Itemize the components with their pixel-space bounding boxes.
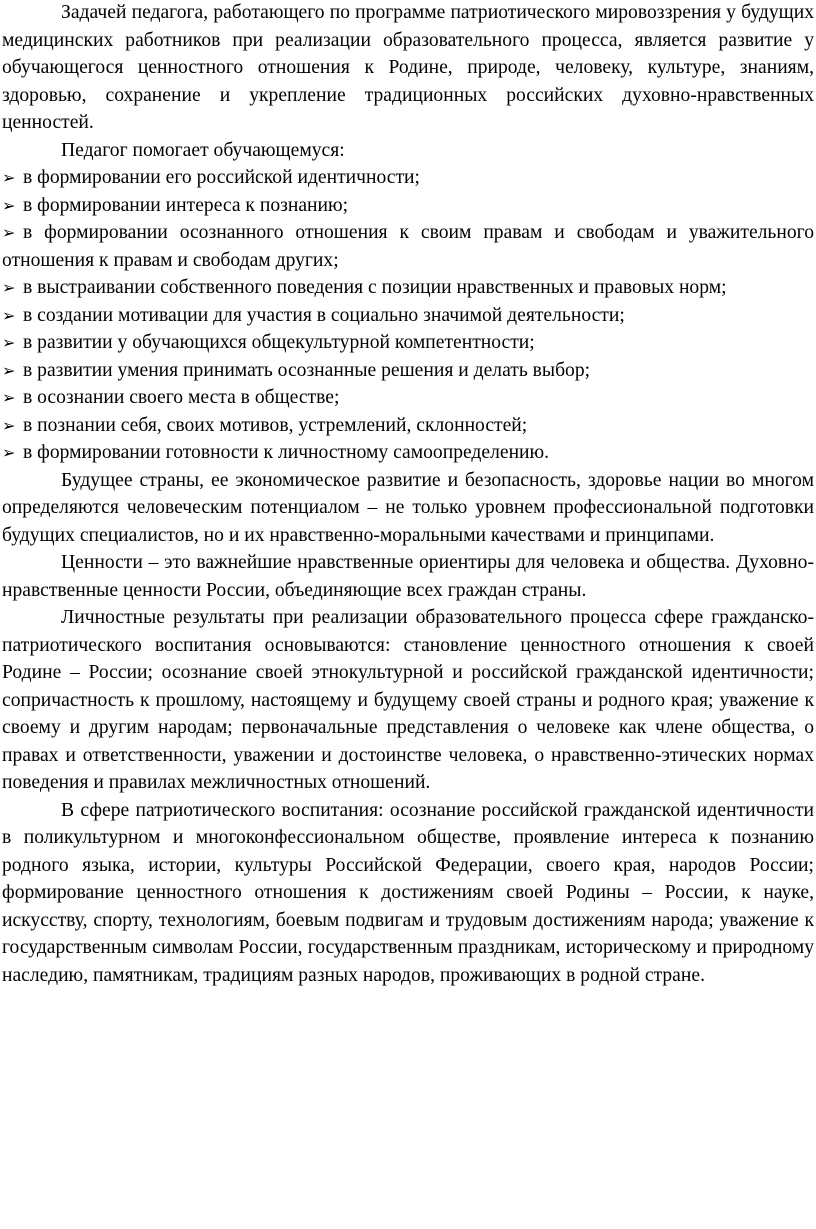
arrowhead-bullet-icon: ➢	[2, 360, 16, 380]
list-item	[2, 357, 814, 385]
paragraph-teacher-task: Задачей педагога, работающего по программе патриотического мировоззрения у будущих медицинских работников при реализации образовательного процесса, является развитие у обучающегося ценностного отношения к Родине, природе, человеку, культуре, знаниям, здоровью, сохранение и укрепление традиционных российских духовно-нравственных ценностей.	[2, 2, 814, 133]
arrowhead-bullet-icon: ➢	[2, 168, 16, 187]
list-item-text: в формировании интереса к познанию;	[23, 194, 349, 216]
list-item	[2, 192, 814, 220]
arrowhead-bullet-icon: ➢	[2, 443, 16, 462]
list-item-text: в познании себя, своих мотивов, устремлений, склонностей;	[23, 414, 528, 436]
document-page	[2, 0, 814, 989]
paragraph-patriotic-education: В сфере патриотического воспитания: осознание российской гражданской идентичности в поликультурном и многоконфессиональном обществе, проявление интереса к познанию родного языка, истории, культуры Российской Федерации, своего края, народов России; формирование ценностного отношения к достижениям своей Родины – России, к науке, искусству, спорту, технологиям, боевым подвигам и трудовым достижениям народа; уважение к государственным символам России, государственным праздникам, историческому и природному наследию, памятникам, традициям разных народов, проживающих в родной стране.	[2, 799, 814, 986]
paragraph-teacher-helps: Педагог помогает обучающемуся:	[61, 139, 345, 161]
list-item	[2, 302, 814, 330]
arrowhead-bullet-icon: ➢	[2, 415, 16, 435]
list-item	[2, 329, 814, 357]
list-item-text: в развитии у обучающихся общекультурной компетентности;	[23, 332, 535, 353]
list-item-text: в формировании его российской идентичности;	[23, 167, 420, 188]
list-item-text: в развитии умения принимать осознанные решения и делать выбор;	[23, 359, 591, 381]
list-item	[2, 274, 814, 302]
arrowhead-bullet-icon: ➢	[2, 195, 16, 215]
list-item-text: в выстраивании собственного поведения с позиции нравственных и правовых норм;	[23, 277, 727, 298]
list-item	[2, 412, 814, 440]
list-item	[2, 384, 814, 412]
list-item-text: в осознании своего места в обществе;	[23, 387, 340, 408]
arrowhead-bullet-icon: ➢	[2, 333, 16, 352]
list-item	[2, 439, 814, 467]
arrowhead-bullet-icon: ➢	[2, 388, 16, 407]
arrowhead-bullet-icon: ➢	[2, 305, 16, 325]
arrowhead-bullet-icon: ➢	[2, 278, 16, 297]
list-item	[2, 219, 814, 274]
paragraph-country-future: Будущее страны, ее экономическое развитие и безопасность, здоровье нации во многом определяются человеческим потенциалом – не только уровнем профессиональной подготовки будущих специалистов, но и их нравственно-моральными качествами и принципами.	[2, 469, 814, 546]
arrowhead-bullet-icon: ➢	[2, 223, 16, 242]
paragraph-personal-results: Личностные результаты при реализации образовательного процесса сфере гражданско-патриотического воспитания основываются: становление ценностного отношения к своей Родине – России; осознание своей этнокультурной и российской гражданской идентичности; сопричастность к прошлому, настоящему и будущему своей страны и родного края; уважение к своему и другим народам; первоначальные представления о человеке как члене общества, о правах и ответственности, уважении и достоинстве человека, о нравственно-этических нормах поведения и правилах межличностных отношений.	[2, 607, 814, 793]
bullet-list	[2, 164, 814, 467]
list-item	[2, 164, 814, 192]
paragraph-values: Ценности – это важнейшие нравственные ориентиры для человека и общества. Духовно-нравственные ценности России, объединяющие всех граждан страны.	[2, 552, 814, 601]
list-item-text: в создании мотивации для участия в социально значимой деятельности;	[23, 304, 625, 326]
list-item-text: в формировании готовности к личностному самоопределению.	[23, 442, 550, 463]
list-item-text: в формировании осознанного отношения к своим правам и свободам и уважительного отношения к правам и свободам других;	[2, 222, 814, 271]
